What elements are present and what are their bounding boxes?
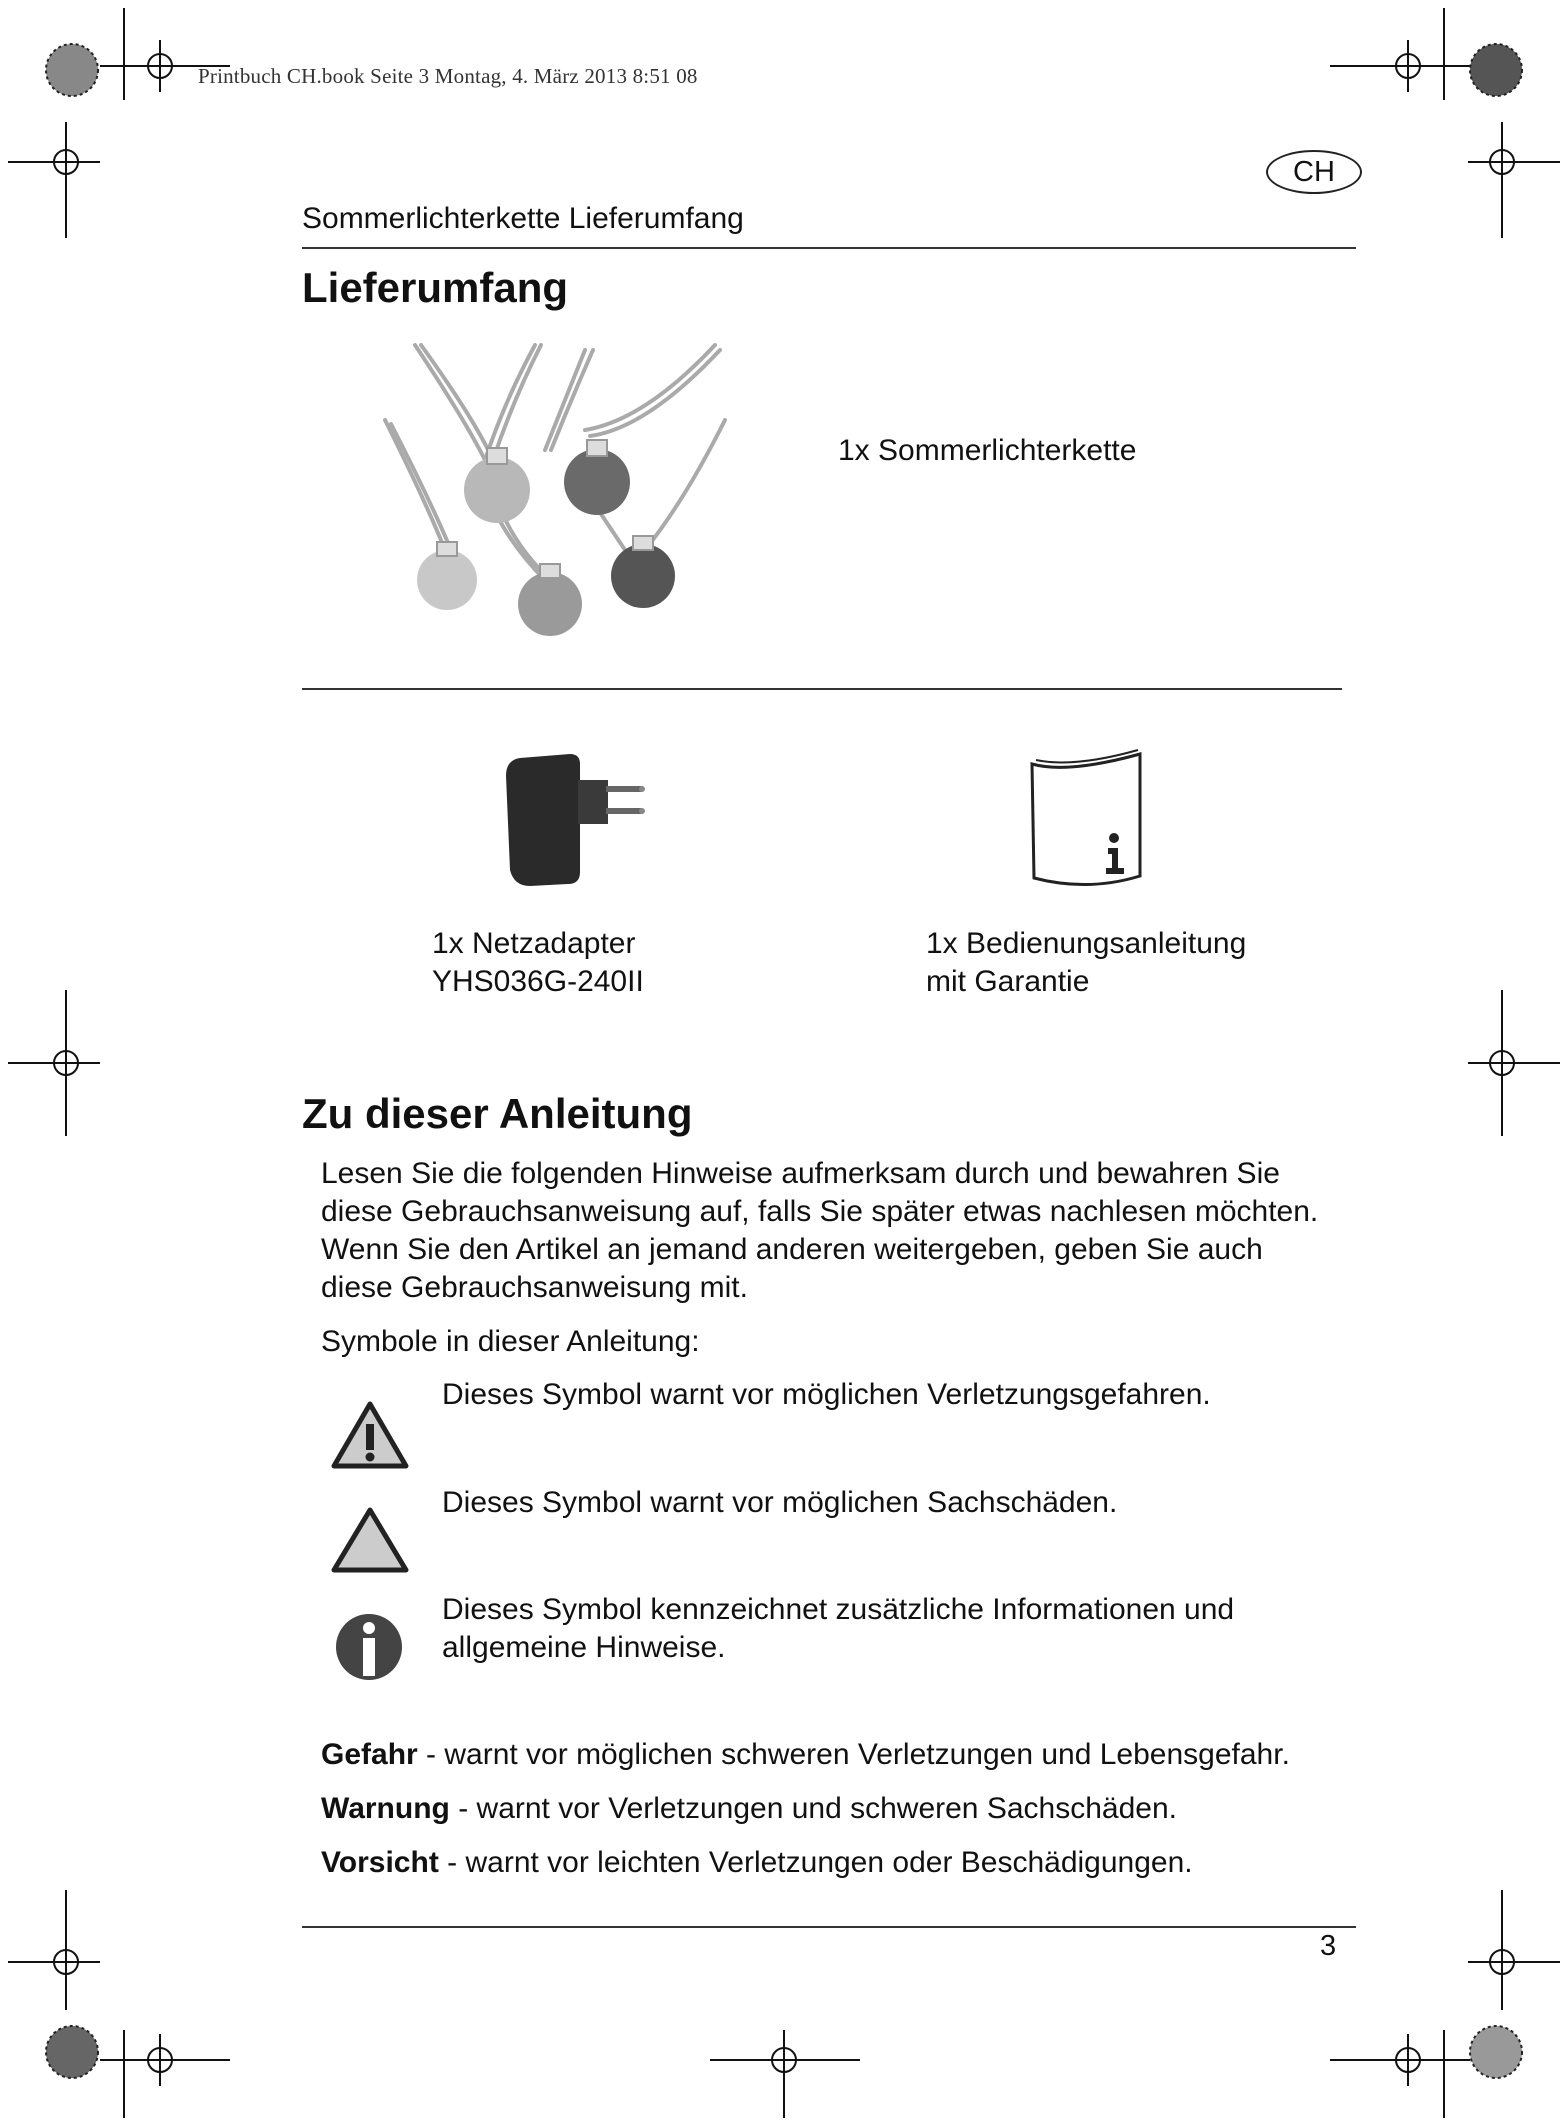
warning-exclamation-icon [330, 1400, 410, 1470]
symbol-description-line: allgemeine Hinweise. [442, 1631, 726, 1664]
registration-mark-icon [8, 1890, 100, 2010]
manual-label [926, 925, 1246, 1001]
section-heading-delivery: Lieferumfang [302, 264, 569, 311]
adapter-label [432, 925, 644, 1001]
country-badge: CH [1266, 150, 1362, 194]
symbol-description: Dieses Symbol warnt vor möglichen Verletzungsgefahren. [442, 1378, 1211, 1411]
running-head: Sommerlichterkette Lieferumfang [302, 202, 744, 235]
registration-mark-icon [1468, 122, 1560, 238]
signal-word-caution [321, 1844, 1193, 1882]
manual-label-line: 1x Bedienungsanleitung [926, 927, 1247, 960]
warning-triangle-icon [330, 1506, 410, 1576]
symbol-description: Dieses Symbol warnt vor möglichen Sachschäden. [442, 1486, 1118, 1519]
starburst-mark-icon [1470, 44, 1522, 96]
paragraph-line: diese Gebrauchsanweisung auf, falls Sie später etwas nachlesen möchten. [321, 1195, 1319, 1228]
symbol-description-line: Dieses Symbol kennzeichnet zusätzliche Informationen und [442, 1593, 1235, 1626]
symbol-description [442, 1591, 1234, 1667]
registration-mark-icon [8, 122, 100, 238]
adapter-model: YHS036G-240II [432, 965, 644, 998]
signal-word-danger [321, 1736, 1290, 1774]
header-rule [302, 247, 1356, 249]
registration-mark-icon [100, 2030, 230, 2118]
manual-label-line: mit Garantie [926, 965, 1090, 998]
signal-term: Gefahr [321, 1738, 418, 1771]
registration-mark-icon [1468, 1890, 1560, 2010]
registration-mark-icon [1330, 2030, 1470, 2118]
registration-mark-icon [1330, 8, 1470, 100]
signal-word-warning [321, 1790, 1177, 1828]
paragraph-line: Wenn Sie den Artikel an jemand anderen weitergeben, geben Sie auch [321, 1233, 1263, 1266]
print-slug: Printbuch CH.book Seite 3 Montag, 4. März 2013 8:51 08 [198, 64, 698, 88]
signal-description: - warnt vor möglichen schweren Verletzungen und Lebensgefahr. [417, 1738, 1290, 1771]
paragraph-line: Lesen Sie die folgenden Hinweise aufmerksam durch und bewahren Sie [321, 1157, 1280, 1190]
info-icon [334, 1612, 404, 1682]
signal-description: - warnt vor leichten Verletzungen oder Beschädigungen. [438, 1846, 1193, 1879]
signal-term: Warnung [321, 1792, 450, 1825]
manual-booklet-image [1028, 746, 1148, 896]
symbols-intro: Symbole in dieser Anleitung: [321, 1325, 700, 1358]
registration-mark-icon [1468, 990, 1560, 1136]
signal-term: Vorsicht [321, 1846, 439, 1879]
page-number: 3 [1320, 1930, 1337, 1962]
signal-description: - warnt vor Verletzungen und schweren Sachschäden. [449, 1792, 1177, 1825]
registration-mark-icon [8, 990, 100, 1136]
paragraph-line: diese Gebrauchsanweisung mit. [321, 1271, 748, 1304]
starburst-mark-icon [46, 2026, 98, 2078]
string-lights-image [385, 340, 725, 645]
starburst-mark-icon [1470, 2026, 1522, 2078]
power-adapter-image [500, 752, 650, 892]
section-heading-about: Zu dieser Anleitung [302, 1090, 693, 1137]
string-lights-label: 1x Sommerlichterkette [838, 434, 1137, 467]
divider-rule [302, 688, 1342, 690]
registration-mark-icon [710, 2030, 860, 2118]
footer-rule [302, 1926, 1356, 1928]
starburst-mark-icon [46, 44, 98, 96]
intro-paragraph [321, 1155, 1318, 1307]
adapter-label-line: 1x Netzadapter [432, 927, 636, 960]
